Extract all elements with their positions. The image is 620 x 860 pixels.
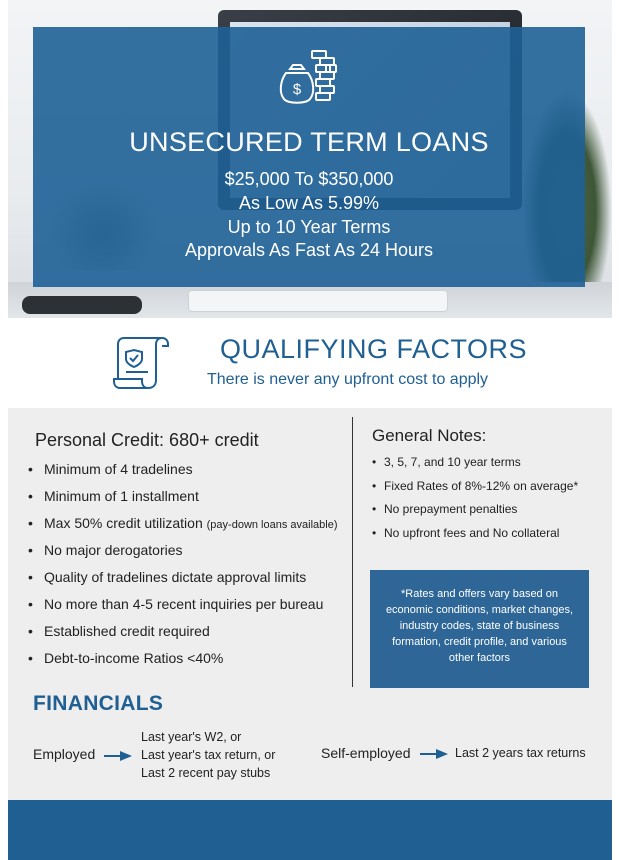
arrow-right-icon — [420, 749, 448, 759]
svg-text:$: $ — [292, 81, 302, 98]
financials-title: FINANCIALS — [33, 692, 164, 715]
keyboard-image — [188, 290, 448, 312]
list-item: Last year's W2, or — [141, 730, 242, 744]
list-item: • Fixed Rates of 8%-12% on average* — [372, 476, 578, 500]
list-item: • No upfront fees and No collateral — [372, 523, 578, 547]
list-item: • Debt-to-income Ratios <40% — [28, 647, 338, 674]
list-item: • Quality of tradelines dictate approval limits — [28, 566, 338, 593]
hero-line-amount: $25,000 To $350,000 — [224, 169, 394, 189]
footer-band — [8, 800, 612, 860]
hero-line-rate: As Low As 5.99% — [238, 193, 380, 213]
list-item: • No major derogatories — [28, 539, 338, 566]
list-item: • Minimum of 1 installment — [28, 485, 338, 512]
general-notes-list — [372, 452, 578, 546]
money-bag-coins-icon — [276, 47, 342, 107]
list-item: Last year's tax return, or — [141, 748, 276, 762]
personal-credit-heading: Personal Credit: 680+ credit — [35, 430, 259, 450]
personal-credit-list — [28, 458, 338, 674]
hero-line-terms: Up to 10 Year Terms — [227, 217, 391, 237]
employed-requirements — [141, 728, 275, 782]
rates-disclaimer-box: *Rates and offers vary based on economic conditions, market changes, industry codes, state of business formation, credit profile, and various other factors — [370, 570, 589, 688]
hero-line-approvals: Approvals As Fast As 24 Hours — [184, 240, 434, 260]
list-item: • Max 50% credit utilization (pay-down loans available) — [28, 512, 338, 539]
utilization-note: (pay-down loans available) — [206, 519, 338, 531]
hero-panel — [33, 27, 585, 287]
employed-label: Employed — [33, 746, 96, 762]
list-item: • No more than 4-5 recent inquiries per bureau — [28, 593, 338, 620]
self-employed-label: Self-employed — [321, 745, 411, 761]
list-item: • No prepayment penalties — [372, 499, 578, 523]
certificate-scroll-icon — [112, 332, 174, 392]
general-notes-heading: General Notes: — [372, 426, 487, 445]
column-divider — [352, 417, 353, 687]
list-item: • Minimum of 4 tradelines — [28, 458, 338, 485]
self-employed-requirements: Last 2 years tax returns — [455, 746, 586, 760]
hero-title: UNSECURED TERM LOANS — [129, 127, 489, 157]
arrow-right-icon — [104, 751, 132, 761]
list-item: • 3, 5, 7, and 10 year terms — [372, 452, 578, 476]
qualifying-subtitle: There is never any upfront cost to apply — [207, 371, 489, 388]
qualifying-title: QUALIFYING FACTORS — [220, 334, 528, 364]
mouse-pad-image — [22, 296, 142, 314]
list-item: Last 2 recent pay stubs — [141, 766, 271, 780]
list-item: • Established credit required — [28, 620, 338, 647]
